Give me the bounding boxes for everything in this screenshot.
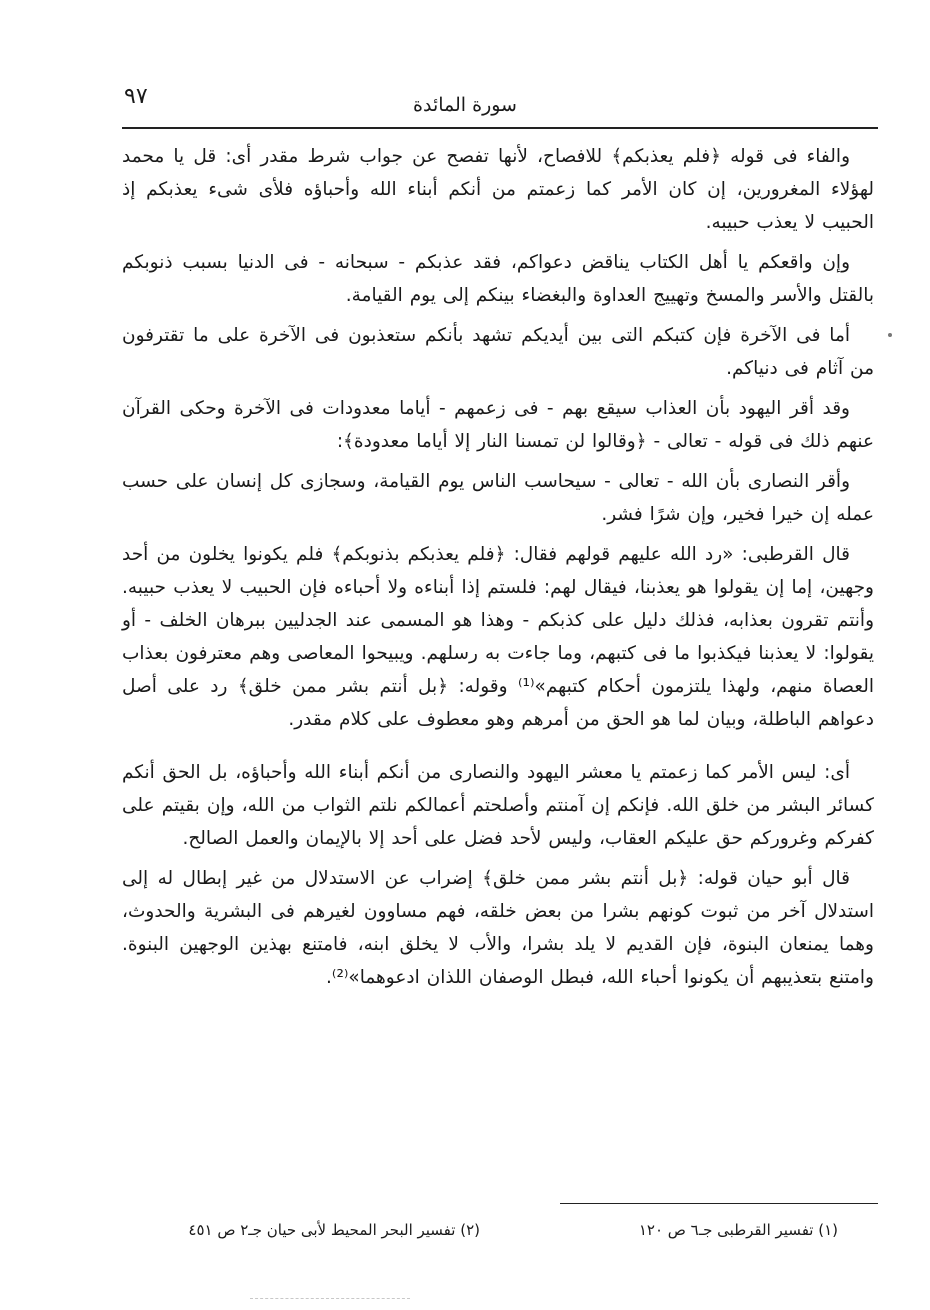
body-text bbox=[122, 140, 874, 1001]
paragraph-3 bbox=[122, 319, 874, 385]
paragraph-1: والفاء فى قوله ﴿فلم يعذبكم﴾ للافصاح، لأنها تفصح عن جواب شرط مقدر أى: قل يا محمد لهؤلاء المغرورين، إن كان الأمر كما زعمتم من أنكم أبناء الله وأحباؤه فلأى شىء يعذبكم إذ الحبيب لا يعذب حبيبه. bbox=[122, 146, 874, 233]
footnote-rule bbox=[560, 1203, 878, 1204]
paragraph-6: قال القرطبى: «رد الله عليهم قولهم فقال: ﴿فلم يعذبكم بذنوبكم﴾ فلم يكونوا يخلون من أحد وجهين، إما إن يقولوا هو يعذبنا، فيقال لهم: فلستم إذا أبناءه ولا أحباءه فإن الحبيب لا يعذب حبيبه. وأنتم تقرون بعذابه، فذلك دليل على كذبكم - وهذا هو المسمى عند الجدليين ببرهان الخلف - أو يقولوا: لا يعذبنا فيكذبوا ما فى كتبهم، وما جاءت به رسلهم. ويبيحوا المعاصى وهم معترفون بعذاب العصاة منهم، ولهذا يلتزمون أحكام كتبهم»⁽¹⁾ وقوله: ﴿بل أنتم بشر ممن خلق﴾ رد على أصل دعواهم الباطلة، وبيان لما هو الحق من أمرهم وهو معطوف على كلام مقدر. bbox=[122, 544, 874, 730]
paragraph-4: وقد أقر اليهود بأن العذاب سيقع بهم - فى زعمهم - أياما معدودات فى الآخرة وحكى القرآن عنهم ذلك فى قوله - تعالى - ﴿وقالوا لن تمسنا النار إلا أياما معدودة﴾: bbox=[122, 398, 874, 452]
scan-artifact-line bbox=[250, 1298, 410, 1299]
footnote-1: (١) تفسير القرطبى جـ٦ ص ١٢٠ bbox=[638, 1221, 838, 1239]
bullet-dot bbox=[888, 333, 892, 337]
header-rule bbox=[122, 127, 878, 129]
paragraph-8: قال أبو حيان قوله: ﴿بل أنتم بشر ممن خلق﴾ إضراب عن الاستدلال من غير إبطال له إلى استدلال آخر من ثبوت كونهم بشرا من بعض خلقه، فهم مساوون لغيرهم فى البشرية والحدوث، وهما يمنعان البنوة، فإن القديم لا يلد بشرا، والأب لا يخلق ابنه، فامتنع بهذين الوجهين البنوة. وامتنع بتعذيبهم أن يكونوا أحباء الله، فبطل الوصفان اللذان ادعوهما»⁽²⁾. bbox=[122, 868, 874, 988]
running-title: سورة المائدة bbox=[413, 94, 517, 116]
page-number: ٩٧ bbox=[124, 84, 148, 109]
paragraph-7: أى: ليس الأمر كما زعمتم يا معشر اليهود والنصارى من أنكم أبناء الله وأحباؤه، بل الحق أنكم كسائر البشر من خلق الله. فإنكم إن آمنتم وأصلحتم أعمالكم نلتم الثواب من الله، وإن بقيتم على كفركم وغروركم حق عليكم العقاب، وليس لأحد فضل على أحد إلا بالإيمان والعمل الصالح. bbox=[122, 762, 874, 849]
footnote-2: (٢) تفسير البحر المحيط لأبى حيان جـ٢ ص ٤٥١ bbox=[188, 1221, 480, 1239]
paragraph-5: وأقر النصارى بأن الله - تعالى - سيحاسب الناس يوم القيامة، وسجازى كل إنسان على حسب عمله إن خيرا فخير، وإن شرًا فشر. bbox=[122, 471, 874, 525]
paragraph-3-text: أما فى الآخرة فإن كتبكم التى بين أيديكم تشهد بأنكم ستعذبون فى الآخرة على ما تقترفون من آثام فى دنياكم. bbox=[122, 325, 874, 379]
paragraph-2: وإن واقعكم يا أهل الكتاب يناقض دعواكم، فقد عذبكم - سبحانه - فى الدنيا بسبب ذنوبكم بالقتل والأسر والمسخ وتهييج العداوة والبغضاء بينكم إلى يوم القيامة. bbox=[122, 252, 874, 306]
